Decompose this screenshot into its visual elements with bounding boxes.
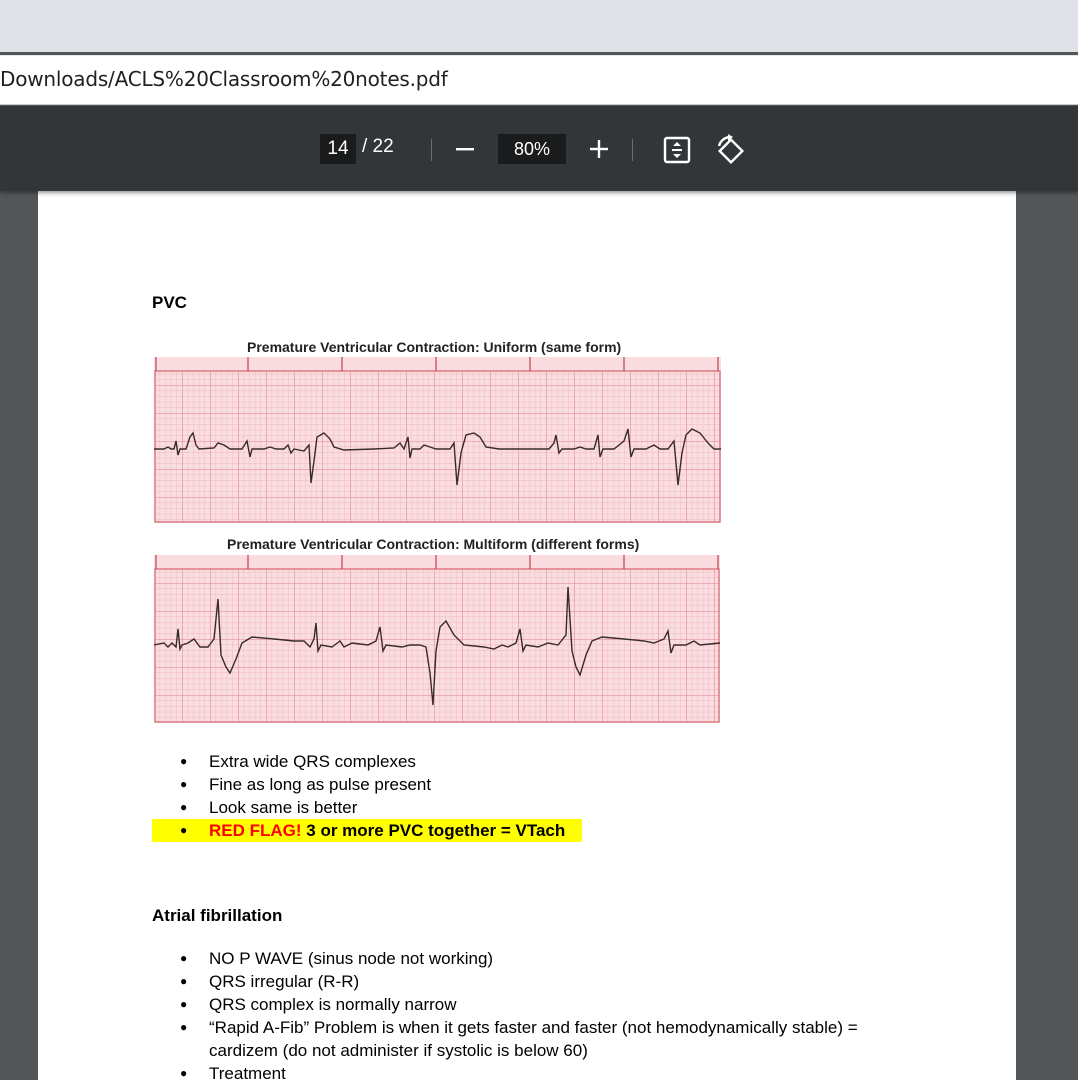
pvc-heading: PVC (152, 293, 187, 312)
ecg-strip-uniform (154, 357, 721, 523)
page-number-input[interactable]: 14 (320, 134, 356, 164)
list-item: ● QRS irregular (R-R) (152, 970, 892, 993)
pdf-page (38, 191, 1016, 1080)
address-url[interactable]: Downloads/ACLS%20Classroom%20notes.pdf (0, 67, 448, 91)
plus-icon (584, 132, 614, 166)
page-count: / 22 (362, 136, 394, 157)
browser-tab-strip (0, 0, 1078, 52)
address-bar[interactable] (0, 55, 1078, 105)
pdf-toolbar (0, 106, 1078, 191)
list-item: ● Treatment (152, 1062, 892, 1080)
fit-page-icon (660, 134, 694, 168)
rotate-button[interactable] (714, 134, 748, 168)
afib-heading: Atrial fibrillation (152, 906, 283, 925)
rotate-icon (714, 134, 748, 168)
list-item: ● QRS complex is normally narrow (152, 993, 892, 1016)
pvc-bullet-list (152, 750, 582, 842)
list-item: ● Look same is better (152, 796, 582, 819)
toolbar-divider (431, 139, 432, 161)
fit-to-page-button[interactable] (660, 134, 694, 168)
toolbar-divider (632, 139, 633, 161)
zoom-level-input[interactable]: 80% (498, 134, 566, 164)
red-flag-item (152, 819, 582, 842)
ecg-strip-multiform (154, 555, 720, 723)
zoom-in-button[interactable] (584, 132, 614, 166)
viewer-background (0, 191, 38, 1080)
list-item: ● Fine as long as pulse present (152, 773, 582, 796)
zoom-out-button[interactable] (450, 132, 480, 166)
list-item: ● NO P WAVE (sinus node not working) (152, 947, 892, 970)
minus-icon (450, 132, 480, 166)
red-flag-text: 3 or more PVC together = VTach (301, 821, 566, 840)
chart-title-multiform: Premature Ventricular Contraction: Multiform (different forms) (227, 536, 640, 552)
afib-bullet-list (152, 947, 892, 1080)
list-item: ● “Rapid A-Fib” Problem is when it gets faster and faster (not hemodynamically stable) = cardizem (do not administer if systolic is below 60) (152, 1016, 892, 1062)
list-item: ● Extra wide QRS complexes (152, 750, 582, 773)
chart-title-uniform: Premature Ventricular Contraction: Uniform (same form) (247, 339, 622, 355)
red-flag-label: RED FLAG! (209, 821, 302, 840)
